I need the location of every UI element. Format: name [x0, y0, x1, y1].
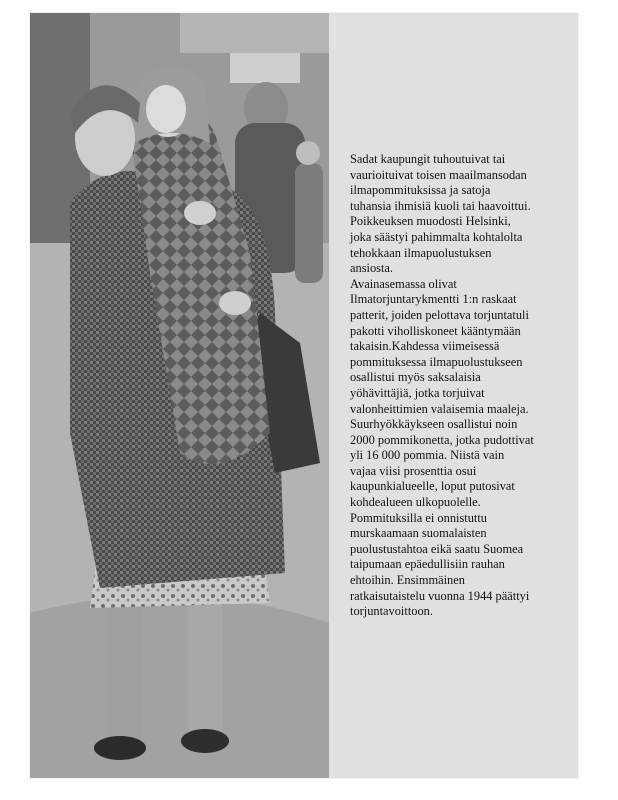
text-panel: [329, 13, 578, 778]
brochure-page: [30, 13, 578, 778]
photo-illustration: [30, 13, 329, 778]
historical-photo: [30, 13, 329, 778]
body-text: Sadat kaupungit tuhoutuivat tai vaurioituivat toisen maailmansodan ilmapommituksissa ja satoja tuhansia ihmisiä kuoli tai haavoittui. Poikkeuksen muodosti Helsinki, joka säästyi pahimmalta kohtalolta tehokkaan ilmapuolustuksen ansiosta. Avainasemassa olivat Ilmatorjuntarykmentti 1:n raskaat patterit, joiden pelottava torjuntatuli pakotti viholliskoneet kääntymään takaisin.Kahdessa viimeisessä pommituksessa ilmapuolustukseen osallistui myös saksalaisia yöhävittäjiä, jotka torjuivat valonheittimien valaisemia maaleja. Suurhyökkäykseen osallistui noin 2000 pommikonetta, jotka pudottivat yli 16 000 pommia. Niistä vain vajaa viisi prosenttia osui kaupunkialueelle, loput putosivat kohdealueen ulkopuolelle. Pommituksilla ei onnistuttu murskaamaan suomalaisten puolustustahtoa eikä saatu Suomea taipumaan epäedullisiin rauhan ehtoihin. Ensimmäinen ratkaisutaistelu vuonna 1944 päättyi torjuntavoittoon.: [350, 152, 534, 619]
